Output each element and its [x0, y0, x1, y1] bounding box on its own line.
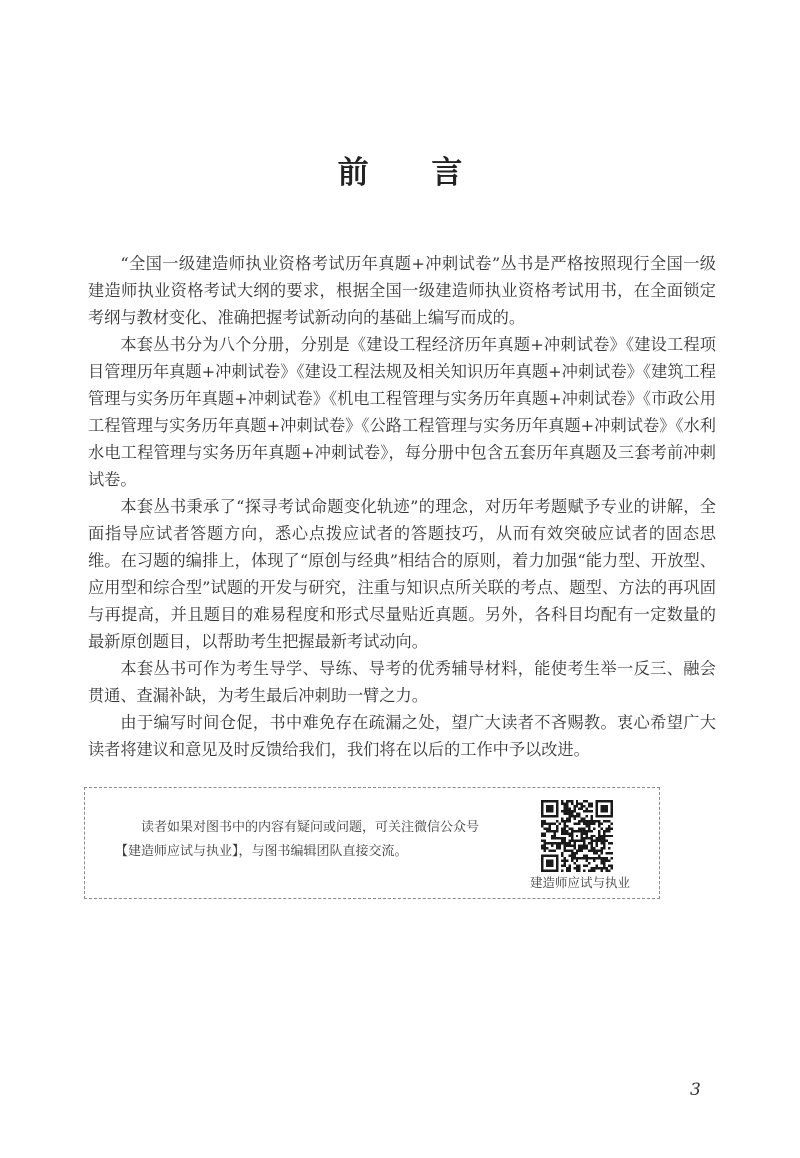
paragraph-5: 由于编写时间仓促，书中难免存在疏漏之处，望广大读者不吝赐教。衷心希望广大读者将建议和意见及时反馈给我们，我们将在以后的工作中予以改进。: [88, 713, 716, 759]
wechat-notice-box: [84, 787, 660, 899]
page-title: 前 言: [337, 155, 489, 191]
qr-code-icon[interactable]: [541, 800, 613, 872]
notice-text: [115, 816, 535, 864]
notice-line-1: 读者如果对图书中的内容有疑问或问题，可关注微信公众号: [141, 820, 480, 835]
notice-line-2: 【建造师应试与执业】，与图书编辑团队直接交流。: [115, 844, 408, 859]
page-number: 3: [690, 1080, 701, 1100]
paragraph-2: 本套丛书分为八个分册，分别是《建设工程经济历年真题+冲刺试卷》《建设工程项目管理历年真题+冲刺试卷》《建设工程法规及相关知识历年真题+冲刺试卷》《建筑工程管理与实务历年真题+冲刺试卷》《机电工程管理与实务历年真题+冲刺试卷》《市政公用工程管理与实务历年真题+冲刺试卷》《公路工程管理与实务历年真题+冲刺试卷》《水利水电工程管理与实务历年真题+冲刺试卷》，每分册中包含五套历年真题及三套考前冲刺试卷。: [88, 335, 716, 489]
preface-body: [88, 250, 716, 763]
paragraph-1: “全国一级建造师执业资格考试历年真题+冲刺试卷”丛书是严格按照现行全国一级建造师执业资格考试大纲的要求，根据全国一级建造师执业资格考试用书，在全面锁定考纲与教材变化、准确把握考试新动向的基础上编写而成的。: [88, 254, 716, 327]
paragraph-4: 本套丛书可作为考生导学、导练、导考的优秀辅导材料，能使考生举一反三、融会贯通、查漏补缺，为考生最后冲刺助一臂之力。: [88, 659, 716, 705]
paragraph-3: 本套丛书秉承了“探寻考试命题变化轨迹”的理念，对历年考题赋予专业的讲解，全面指导应试者答题方向，悉心点拨应试者的答题技巧，从而有效突破应试者的固态思维。在习题的编排上，体现了“原创与经典”相结合的原则，着力加强“能力型、开放型、应用型和综合型”试题的开发与研究，注重与知识点所关联的考点、题型、方法的再巩固与再提高，并且题目的难易程度和形式尽量贴近真题。另外，各科目均配有一定数量的最新原创题目，以帮助考生把握最新考试动向。: [88, 497, 716, 651]
qr-caption: 建造师应试与执业: [529, 875, 630, 890]
